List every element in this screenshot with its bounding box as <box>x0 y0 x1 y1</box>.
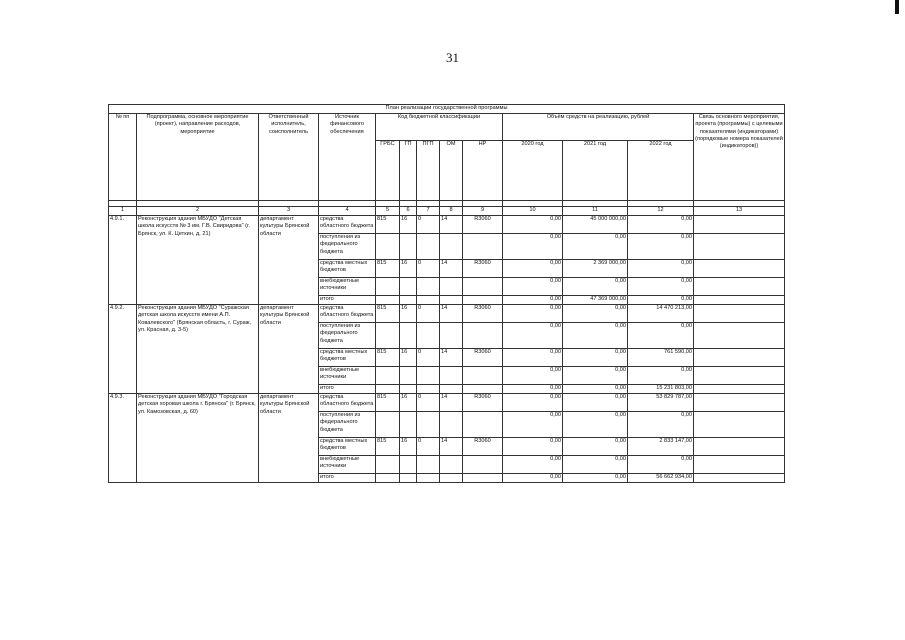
amount-2021: 0,00 <box>563 474 628 483</box>
amount-2022: 0,00 <box>628 216 694 234</box>
code-gp: 16 <box>400 216 417 234</box>
code-pgp <box>417 385 440 394</box>
amount-2022: 0,00 <box>628 234 694 260</box>
funding-source: поступления из федерального бюджета <box>319 234 376 260</box>
code-grbs <box>376 323 400 349</box>
amount-2021: 0,00 <box>563 349 628 367</box>
table-row <box>109 216 785 234</box>
code-pgp: 0 <box>417 349 440 367</box>
code-grbs: 815 <box>376 216 400 234</box>
amount-2022: 0,00 <box>628 323 694 349</box>
amount-2021: 0,00 <box>563 278 628 296</box>
code-om <box>440 474 463 483</box>
col-number: 9 <box>463 207 503 216</box>
amount-2020: 0,00 <box>503 412 563 438</box>
amount-2022: 2 833 147,00 <box>628 438 694 456</box>
header-om: ОМ <box>440 141 463 201</box>
indicator-link <box>694 216 785 234</box>
header-link: Связь основного мероприятия, проекта (программы) с целевыми показателями (индикаторами) (порядковые номера показателей (индикаторов)) <box>694 114 785 201</box>
code-om <box>440 234 463 260</box>
header-2022: 2022 год <box>628 141 694 201</box>
code-nr <box>463 385 503 394</box>
code-nr <box>463 323 503 349</box>
table-row <box>109 394 785 412</box>
code-pgp: 0 <box>417 438 440 456</box>
code-gp: 16 <box>400 305 417 323</box>
amount-2020: 0,00 <box>503 260 563 278</box>
code-pgp <box>417 278 440 296</box>
indicator-link <box>694 456 785 474</box>
code-gp: 16 <box>400 394 417 412</box>
funding-source: итого <box>319 474 376 483</box>
header-row-1 <box>109 114 785 141</box>
code-pgp: 0 <box>417 305 440 323</box>
funding-source: итого <box>319 296 376 305</box>
funding-source: поступления из федерального бюджета <box>319 412 376 438</box>
header-num: № пп <box>109 114 137 201</box>
column-numbers-row <box>109 207 785 216</box>
indicator-link <box>694 323 785 349</box>
indicator-link <box>694 260 785 278</box>
indicator-link <box>694 349 785 367</box>
code-pgp <box>417 323 440 349</box>
amount-2022: 14 470 213,00 <box>628 305 694 323</box>
amount-2021: 47 369 000,00 <box>563 296 628 305</box>
code-gp: 16 <box>400 260 417 278</box>
funding-source: средства областного бюджета <box>319 305 376 323</box>
funding-source: средства местных бюджетов <box>319 438 376 456</box>
code-grbs <box>376 278 400 296</box>
code-nr: R3060 <box>463 260 503 278</box>
header-2020: 2020 год <box>503 141 563 201</box>
code-pgp <box>417 367 440 385</box>
code-gp <box>400 296 417 305</box>
code-pgp <box>417 234 440 260</box>
code-gp <box>400 323 417 349</box>
header-budget-code: Код бюджетной классификации <box>376 114 503 141</box>
code-gp <box>400 278 417 296</box>
amount-2021: 0,00 <box>563 323 628 349</box>
block-number: 4.9.2. <box>109 305 137 394</box>
code-nr <box>463 278 503 296</box>
col-number: 13 <box>694 207 785 216</box>
amount-2020: 0,00 <box>503 474 563 483</box>
code-grbs: 815 <box>376 260 400 278</box>
code-gp: 16 <box>400 438 417 456</box>
code-pgp <box>417 456 440 474</box>
amount-2022: 0,00 <box>628 456 694 474</box>
indicator-link <box>694 412 785 438</box>
code-nr: R3060 <box>463 305 503 323</box>
plan-title: План реализации государственной программы <box>109 105 785 114</box>
code-gp <box>400 385 417 394</box>
code-nr <box>463 456 503 474</box>
code-grbs <box>376 367 400 385</box>
code-grbs: 815 <box>376 305 400 323</box>
code-nr: R3060 <box>463 349 503 367</box>
code-pgp: 0 <box>417 394 440 412</box>
amount-2020: 0,00 <box>503 216 563 234</box>
funding-source: средства местных бюджетов <box>319 349 376 367</box>
code-grbs <box>376 234 400 260</box>
indicator-link <box>694 296 785 305</box>
header-nr: НР <box>463 141 503 201</box>
amount-2020: 0,00 <box>503 296 563 305</box>
code-grbs <box>376 385 400 394</box>
code-grbs: 815 <box>376 438 400 456</box>
col-number: 5 <box>376 207 400 216</box>
code-om <box>440 456 463 474</box>
block-number: 4.9.3. <box>109 394 137 483</box>
code-gp: 16 <box>400 349 417 367</box>
code-nr: R3060 <box>463 216 503 234</box>
code-om: 14 <box>440 305 463 323</box>
col-number: 7 <box>417 207 440 216</box>
indicator-link <box>694 394 785 412</box>
amount-2022: 761 590,00 <box>628 349 694 367</box>
block-number: 4.9.1. <box>109 216 137 305</box>
code-grbs <box>376 474 400 483</box>
code-nr <box>463 412 503 438</box>
amount-2021: 0,00 <box>563 456 628 474</box>
amount-2021: 2 369 000,00 <box>563 260 628 278</box>
indicator-link <box>694 278 785 296</box>
amount-2021: 0,00 <box>563 438 628 456</box>
code-om <box>440 367 463 385</box>
header-pgp: ПГП <box>417 141 440 201</box>
col-number: 6 <box>400 207 417 216</box>
amount-2020: 0,00 <box>503 278 563 296</box>
code-om <box>440 412 463 438</box>
col-number: 4 <box>319 207 376 216</box>
block-executor: департамент культуры Брянской области <box>259 394 319 483</box>
code-om: 14 <box>440 394 463 412</box>
block-name: Реконструкция здания МБУДО "Городская детская хоровая школа г. Брянска" (г. Брянск, ул. Камозовская, д. 60) <box>137 394 259 483</box>
code-om <box>440 296 463 305</box>
code-grbs <box>376 456 400 474</box>
amount-2021: 0,00 <box>563 394 628 412</box>
header-source: Источник финансового обеспечения <box>319 114 376 201</box>
amount-2022: 0,00 <box>628 412 694 438</box>
plan-title-row <box>109 105 785 114</box>
amount-2022: 0,00 <box>628 367 694 385</box>
header-executor: Ответственный исполнитель, соисполнитель <box>259 114 319 201</box>
code-gp <box>400 367 417 385</box>
amount-2020: 0,00 <box>503 305 563 323</box>
block-name: Реконструкция здания МБУДО "Детская школа искусств № 3 им. Г.В. Свиридова" (г. Брянск, ул. К. Цеткин, д. 21) <box>137 216 259 305</box>
col-number: 8 <box>440 207 463 216</box>
amount-2021: 0,00 <box>563 367 628 385</box>
code-grbs <box>376 296 400 305</box>
code-nr <box>463 474 503 483</box>
code-nr <box>463 367 503 385</box>
code-grbs: 815 <box>376 349 400 367</box>
header-name: Подпрограмма, основное мероприятие (проект), направление расходов, мероприятие <box>137 114 259 201</box>
code-om: 14 <box>440 349 463 367</box>
col-number: 1 <box>109 207 137 216</box>
amount-2020: 0,00 <box>503 394 563 412</box>
amount-2022: 0,00 <box>628 260 694 278</box>
code-om <box>440 278 463 296</box>
col-number: 3 <box>259 207 319 216</box>
amount-2021: 0,00 <box>563 234 628 260</box>
header-gp: ГП <box>400 141 417 201</box>
col-number: 12 <box>628 207 694 216</box>
amount-2021: 0,00 <box>563 412 628 438</box>
funding-source: внебюджетные источники <box>319 278 376 296</box>
funding-source: средства областного бюджета <box>319 394 376 412</box>
indicator-link <box>694 367 785 385</box>
code-om <box>440 323 463 349</box>
block-executor: департамент культуры Брянской области <box>259 216 319 305</box>
amount-2020: 0,00 <box>503 456 563 474</box>
code-gp <box>400 456 417 474</box>
funding-source: средства областного бюджета <box>319 216 376 234</box>
code-grbs <box>376 412 400 438</box>
code-nr: R3060 <box>463 438 503 456</box>
funding-source: итого <box>319 385 376 394</box>
code-nr: R3060 <box>463 394 503 412</box>
page-number: 31 <box>446 50 459 65</box>
code-gp <box>400 474 417 483</box>
indicator-link <box>694 438 785 456</box>
col-number: 2 <box>137 207 259 216</box>
funding-source: внебюджетные источники <box>319 367 376 385</box>
code-om: 14 <box>440 438 463 456</box>
amount-2020: 0,00 <box>503 349 563 367</box>
indicator-link <box>694 234 785 260</box>
code-om <box>440 385 463 394</box>
code-pgp <box>417 412 440 438</box>
amount-2020: 0,00 <box>503 367 563 385</box>
amount-2020: 0,00 <box>503 438 563 456</box>
col-number: 11 <box>563 207 628 216</box>
header-grbs: ГРБС <box>376 141 400 201</box>
block-name: Реконструкция здания МБУДО "Суражская детская школа искусств имени А.П. Ковалевского" (Брянская область, г. Сураж, ул. Красная, д. 3-5) <box>137 305 259 394</box>
code-nr <box>463 296 503 305</box>
code-om: 14 <box>440 216 463 234</box>
indicator-link <box>694 474 785 483</box>
amount-2022: 15 231 803,00 <box>628 385 694 394</box>
col-number: 10 <box>503 207 563 216</box>
amount-2022: 53 829 787,00 <box>628 394 694 412</box>
block-executor: департамент культуры Брянской области <box>259 305 319 394</box>
amount-2021: 0,00 <box>563 305 628 323</box>
code-om: 14 <box>440 260 463 278</box>
indicator-link <box>694 305 785 323</box>
amount-2021: 45 000 000,00 <box>563 216 628 234</box>
indicator-link <box>694 385 785 394</box>
code-gp <box>400 234 417 260</box>
amount-2022: 56 662 934,00 <box>628 474 694 483</box>
amount-2022: 0,00 <box>628 296 694 305</box>
amount-2022: 0,00 <box>628 278 694 296</box>
program-plan-table <box>108 104 785 483</box>
amount-2021: 0,00 <box>563 385 628 394</box>
code-nr <box>463 234 503 260</box>
funding-source: средства местных бюджетов <box>319 260 376 278</box>
table-row <box>109 305 785 323</box>
scan-edge-mark <box>895 0 899 14</box>
code-grbs: 815 <box>376 394 400 412</box>
code-pgp <box>417 474 440 483</box>
header-2021: 2021 год <box>563 141 628 201</box>
header-volume: Объём средств на реализацию, рублей <box>503 114 694 141</box>
amount-2020: 0,00 <box>503 385 563 394</box>
code-gp <box>400 412 417 438</box>
code-pgp <box>417 296 440 305</box>
code-pgp: 0 <box>417 260 440 278</box>
funding-source: внебюджетные источники <box>319 456 376 474</box>
amount-2020: 0,00 <box>503 323 563 349</box>
funding-source: поступления из федерального бюджета <box>319 323 376 349</box>
amount-2020: 0,00 <box>503 234 563 260</box>
code-pgp: 0 <box>417 216 440 234</box>
